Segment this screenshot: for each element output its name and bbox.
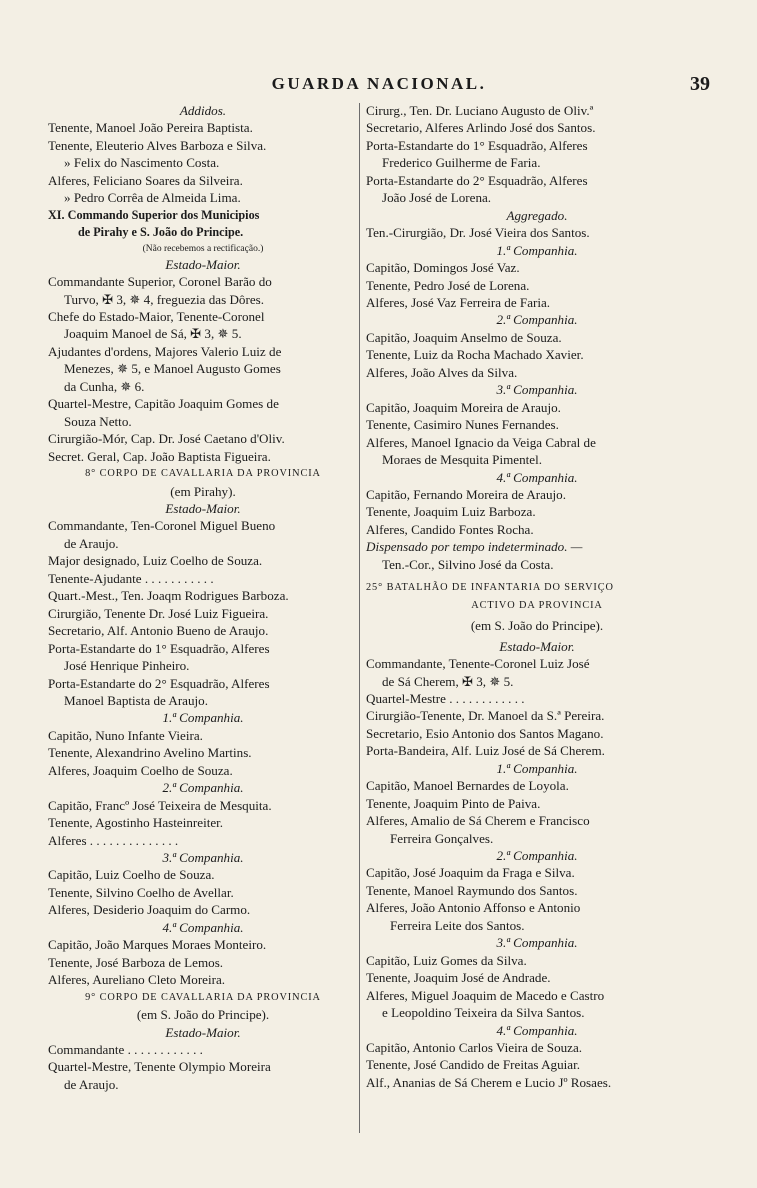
entry-line: da Cunha, ✵ 6. xyxy=(64,378,145,394)
entry-line: Cirurg., Ten. Dr. Luciano Augusto de Oliv.ª xyxy=(366,103,594,118)
command-heading: XI. Commando Superior dos Municipios xyxy=(48,207,260,222)
page-header xyxy=(48,74,710,98)
entry-line: Manoel Baptista de Araujo. xyxy=(64,692,208,708)
battalion-location: (em S. João do Principe). xyxy=(470,618,604,634)
entry-line: de Araujo. xyxy=(64,1076,119,1092)
entry-line: de Sá Cherem, ✠ 3, ✵ 5. xyxy=(382,673,514,689)
entry-line: Alferes, Feliciano Soares da Silveira. xyxy=(48,172,243,188)
entry-line: João José de Lorena. xyxy=(382,190,492,206)
entry-line: Commandante, Ten-Coronel Miguel Bueno xyxy=(48,518,276,534)
entry-line: Major designado, Luiz Coelho de Souza. xyxy=(48,553,263,569)
entry-line: Porta-Estandarte do 1° Esquadrão, Alferes xyxy=(366,137,588,153)
entry-line: e Leopoldino Teixeira da Silva Santos. xyxy=(382,1005,585,1021)
entry-line: Tenente, Silvino Coelho de Avellar. xyxy=(48,884,234,900)
entry-line: Capitão, Domingos José Vaz. xyxy=(366,260,520,276)
entry-line: Tenente, Pedro José de Lorena. xyxy=(366,277,530,293)
company-title: 4.ª Companhia. xyxy=(162,919,244,935)
section-title: Estado-Maior. xyxy=(165,256,241,272)
entry-line: Alf., Ananias de Sá Cherem e Lucio Jº Rosaes. xyxy=(366,1074,612,1090)
company-title: 1.ª Companhia. xyxy=(162,710,244,726)
entry-line: Alferes, Manoel Ignacio da Veiga Cabral de xyxy=(366,434,596,450)
entry-line: Commandante, Tenente-Coronel Luiz José xyxy=(366,656,590,672)
page-number: 39 xyxy=(690,73,710,95)
entry-line: Alferes, Miguel Joaquim de Macedo e Castro xyxy=(366,987,605,1003)
entry-line: Tenente, Eleuterio Alves Barboza e Silva. xyxy=(48,137,267,153)
entry-line: Commandante . . . . . . . . . . . . xyxy=(48,1042,203,1058)
entry-line: Turvo, ✠ 3, ✵ 4, freguezia das Dôres. xyxy=(64,291,265,307)
entry-line: Alferes, José Vaz Ferreira de Faria. xyxy=(366,294,551,310)
entry-line: Moraes de Mesquita Pimentel. xyxy=(382,452,543,468)
entry-line: Ajudantes d'ordens, Majores Valerio Luiz de xyxy=(48,343,282,359)
company-title: 3.ª Companhia. xyxy=(496,935,578,951)
entry-line: Secretario, Alferes Arlindo José dos Santos. xyxy=(366,120,596,136)
section-title: Estado-Maior. xyxy=(499,638,575,654)
battalion-heading: ACTIVO DA PROVINCIA xyxy=(471,599,603,611)
entry-line: Quart.-Mest., Ten. Joaqm Rodrigues Barboza. xyxy=(48,588,289,604)
entry-line: Ferreira Leite dos Santos. xyxy=(390,917,525,933)
entry-line: Alferes . . . . . . . . . . . . . . xyxy=(48,832,179,848)
section-title: Aggregado. xyxy=(506,207,568,223)
corps-location: (em S. João do Principe). xyxy=(136,1007,270,1023)
entry-line: Alferes, Amalio de Sá Cherem e Francisco xyxy=(366,813,590,829)
entry-line: Tenente, Casimiro Nunes Fernandes. xyxy=(366,417,559,433)
section-title: Estado-Maior. xyxy=(165,1024,241,1040)
entry-line: Secretario, Alf. Antonio Bueno de Araujo. xyxy=(48,623,269,639)
entry-line: Porta-Estandarte do 2° Esquadrão, Alferes xyxy=(48,675,270,691)
entry-line: José Henrique Pinheiro. xyxy=(64,658,190,674)
entry-line: Capitão, Antonio Carlos Vieira de Souza. xyxy=(366,1040,583,1056)
corps-heading: 9° CORPO DE CAVALLARIA DA PROVINCIA xyxy=(85,991,321,1003)
section-title: Addidos. xyxy=(179,103,227,118)
entry-line: » Felix do Nascimento Costa. xyxy=(64,155,220,171)
entry-line: Quartel-Mestre, Capitão Joaquim Gomes de xyxy=(48,396,279,412)
entry-line: Quartel-Mestre . . . . . . . . . . . . xyxy=(366,690,525,706)
company-title: 4.ª Companhia. xyxy=(496,1022,578,1038)
entry-line: Ten.-Cirurgião, Dr. José Vieira dos Santos. xyxy=(366,225,590,241)
command-heading: de Pirahy e S. João do Principe. xyxy=(78,225,244,240)
entry-line: Tenente, Joaquim Pinto de Paiva. xyxy=(366,795,541,811)
entry-line: Tenente, Luiz da Rocha Machado Xavier. xyxy=(366,347,584,363)
company-title: 1.ª Companhia. xyxy=(496,242,578,258)
entry-line: de Araujo. xyxy=(64,535,119,551)
entry-line: Capitão, João Marques Moraes Monteiro. xyxy=(48,937,267,953)
company-title: 4.ª Companhia. xyxy=(496,469,578,485)
section-title: Estado-Maior. xyxy=(165,500,241,516)
entry-line: Menezes, ✵ 5, e Manoel Augusto Gomes xyxy=(64,361,281,377)
company-title: 2.ª Companhia. xyxy=(162,780,244,796)
entry-line: Capitão, Joaquim Moreira de Araujo. xyxy=(366,399,561,415)
entry-line: Capitão, Nuno Infante Vieira. xyxy=(48,727,203,743)
entry-line: Alferes, Desiderio Joaquim do Carmo. xyxy=(48,902,251,918)
entry-line: » Pedro Corrêa de Almeida Lima. xyxy=(64,190,241,206)
entry-line: Quartel-Mestre, Tenente Olympio Moreira xyxy=(48,1059,271,1075)
entry-line: Souza Netto. xyxy=(64,413,132,429)
left-column xyxy=(48,102,358,1093)
entry-line: Joaquim Manoel de Sá, ✠ 3, ✵ 5. xyxy=(64,326,242,342)
company-title: 2.ª Companhia. xyxy=(496,312,578,328)
entry-line: Porta-Bandeira, Alf. Luiz José de Sá Cherem. xyxy=(366,743,605,759)
entry-line: Tenente, José Candido de Freitas Aguiar. xyxy=(366,1057,580,1073)
dispensado-note: Dispensado por tempo indeterminado. — xyxy=(366,539,583,555)
editor-note: (Não recebemos a rectificação.) xyxy=(142,243,264,254)
entry-line: Cirurgião-Tenente, Dr. Manoel da S.ª Pereira. xyxy=(366,708,605,724)
entry-line: Porta-Estandarte do 1° Esquadrão, Alferes xyxy=(48,640,270,656)
company-title: 2.ª Companhia. xyxy=(496,848,578,864)
entry-line: Tenente, Joaquim Luiz Barboza. xyxy=(366,504,536,520)
entry-line: Ten.-Cor., Silvino José da Costa. xyxy=(382,556,554,572)
entry-line: Capitão, Luiz Gomes da Silva. xyxy=(366,952,527,968)
entry-line: Capitão, Manoel Bernardes de Loyola. xyxy=(366,778,569,794)
entry-line: Tenente-Ajudante . . . . . . . . . . . xyxy=(48,570,214,586)
entry-line: Cirurgião, Tenente Dr. José Luiz Figueira. xyxy=(48,605,269,621)
company-title: 3.ª Companhia. xyxy=(496,382,578,398)
entry-line: Capitão, Fernando Moreira de Araujo. xyxy=(366,486,566,502)
entry-line: Porta-Estandarte do 2° Esquadrão, Alferes xyxy=(366,172,588,188)
entry-line: Alferes, Joaquim Coelho de Souza. xyxy=(48,762,233,778)
corps-location: (em Pirahy). xyxy=(170,483,236,499)
entry-line: Alferes, Aureliano Cleto Moreira. xyxy=(48,972,226,988)
company-title: 1.ª Companhia. xyxy=(496,760,578,776)
entry-line: Secret. Geral, Cap. João Baptista Figueira. xyxy=(48,448,271,464)
entry-line: Tenente, Manoel Raymundo dos Santos. xyxy=(366,882,578,898)
corps-heading: 8° CORPO DE CAVALLARIA DA PROVINCIA xyxy=(85,468,321,480)
entry-line: Tenente, Manoel João Pereira Baptista. xyxy=(48,120,253,136)
company-title: 3.ª Companhia. xyxy=(162,850,244,866)
battalion-heading: 25° BATALHÃO DE INFANTARIA DO SERVIÇO xyxy=(366,582,614,594)
entry-line: Ferreira Gonçalves. xyxy=(390,830,494,846)
entry-line: Secretario, Esio Antonio dos Santos Magano. xyxy=(366,725,604,741)
entry-line: Capitão, José Joaquim da Fraga e Silva. xyxy=(366,865,575,881)
entry-line: Frederico Guilherme de Faria. xyxy=(382,155,541,171)
entry-line: Alferes, João Antonio Affonso e Antonio xyxy=(366,900,581,916)
entry-line: Tenente, José Barboza de Lemos. xyxy=(48,954,224,970)
entry-line: Alferes, Candido Fontes Rocha. xyxy=(366,521,534,537)
entry-line: Tenente, Agostinho Hasteinreiter. xyxy=(48,815,224,831)
entry-line: Capitão, Joaquim Anselmo de Souza. xyxy=(366,329,562,345)
running-title: GUARDA NACIONAL. xyxy=(271,74,487,93)
entry-line: Tenente, Alexandrino Avelino Martins. xyxy=(48,745,252,761)
right-column xyxy=(366,102,708,1091)
entry-line: Chefe do Estado-Maior, Tenente-Coronel xyxy=(48,308,265,324)
entry-line: Capitão, Luiz Coelho de Souza. xyxy=(48,867,215,883)
entry-line: Commandante Superior, Coronel Barão do xyxy=(48,274,272,290)
column-divider xyxy=(359,103,360,1133)
entry-line: Cirurgião-Mór, Cap. Dr. José Caetano d'Oliv. xyxy=(48,431,285,447)
entry-line: Capitão, Francº José Teixeira de Mesquita. xyxy=(48,797,272,813)
entry-line: Tenente, Joaquim José de Andrade. xyxy=(366,970,551,986)
entry-line: Alferes, João Alves da Silva. xyxy=(366,364,518,380)
